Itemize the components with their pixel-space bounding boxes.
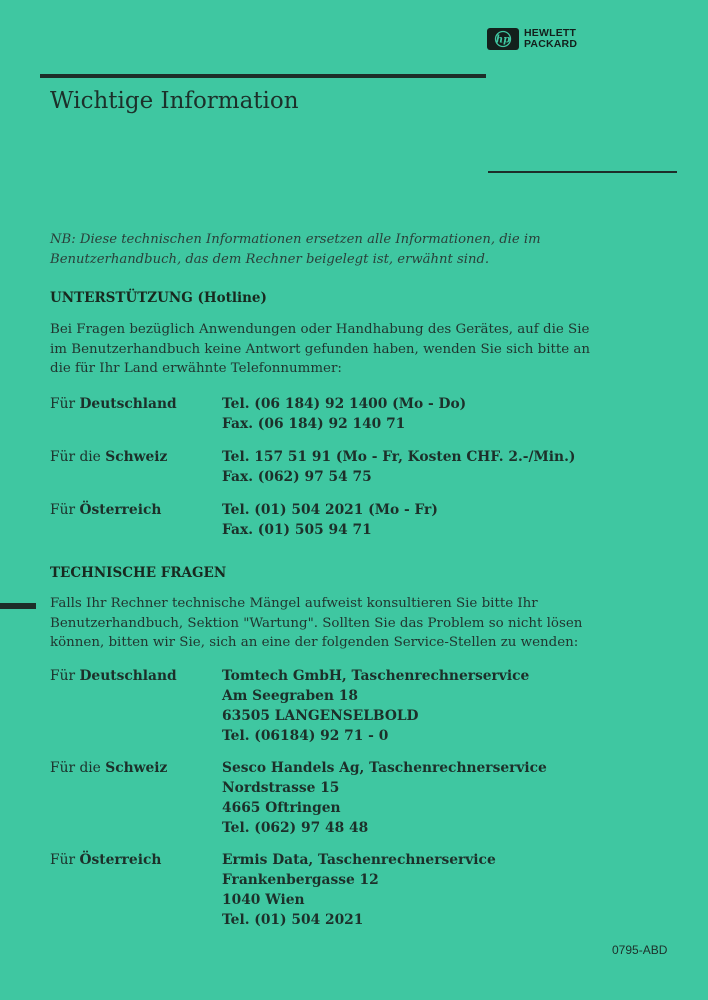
brand-name	[524, 28, 577, 50]
address-line: Sesco Handels Ag, Taschenrechnerservice	[222, 760, 547, 776]
technical-intro	[50, 594, 670, 653]
contact-details	[222, 500, 438, 540]
country-prefix: Für	[50, 396, 76, 412]
contact-line: Fax. (062) 97 54 75	[222, 469, 372, 485]
address-line: 4665 Oftringen	[222, 800, 341, 816]
contact-line: Tel. (06 184) 92 1400 (Mo - Do)	[222, 396, 467, 412]
contact-country	[50, 500, 161, 520]
country-prefix: Für die	[50, 760, 101, 776]
technical-intro-line: Falls Ihr Rechner technische Mängel aufweist konsultieren Sie bitte Ihr	[50, 596, 538, 611]
service-country	[50, 758, 167, 778]
right-rule	[488, 171, 677, 173]
hp-logo-icon	[487, 28, 519, 50]
address-line: Tel. (01) 504 2021	[222, 912, 364, 928]
margin-mark	[0, 603, 36, 609]
document-code: 0795-ABD	[612, 943, 668, 957]
country-name: Deutschland	[79, 396, 177, 412]
country-prefix: Für	[50, 502, 76, 518]
address-line: 63505 LANGENSELBOLD	[222, 708, 419, 724]
contact-details	[222, 447, 575, 487]
address-line: Am Seegraben 18	[222, 688, 358, 704]
address-line: 1040 Wien	[222, 892, 305, 908]
country-prefix: Für die	[50, 449, 101, 465]
note-line: NB: Diese technischen Informationen ersetzen alle Informationen, die im	[50, 232, 541, 247]
service-address	[222, 758, 547, 838]
country-name: Schweiz	[105, 760, 168, 776]
service-address	[222, 850, 496, 930]
technical-intro-line: können, bitten wir Sie, sich an eine der folgenden Service-Stellen zu wenden:	[50, 635, 579, 650]
technical-heading: TECHNISCHE FRAGEN	[50, 565, 227, 581]
service-address	[222, 666, 529, 746]
note	[50, 230, 650, 270]
address-line: Frankenbergasse 12	[222, 872, 379, 888]
support-intro-line: Bei Fragen bezüglich Anwendungen oder Handhabung des Gerätes, auf die Sie	[50, 322, 590, 337]
address-line: Ermis Data, Taschenrechnerservice	[222, 852, 496, 868]
country-name: Deutschland	[79, 668, 177, 684]
contact-details	[222, 394, 466, 434]
brand-line-2: PACKARD	[524, 38, 578, 50]
note-line: Benutzerhandbuch, das dem Rechner beigelegt ist, erwähnt sind.	[50, 252, 490, 267]
contact-line: Fax. (01) 505 94 71	[222, 522, 372, 538]
service-country	[50, 666, 177, 686]
technical-intro-line: Benutzerhandbuch, Sektion "Wartung". Sollten Sie das Problem so nicht lösen	[50, 615, 583, 631]
support-heading: UNTERSTÜTZUNG (Hotline)	[50, 290, 267, 306]
hp-logo-mark	[490, 30, 516, 48]
contact-line: Tel. 157 51 91 (Mo - Fr, Kosten CHF. 2.-/Min.)	[222, 449, 576, 465]
top-rule	[40, 74, 486, 78]
address-line: Tel. (06184) 92 71 - 0	[222, 728, 389, 744]
hp-logo-glyph: hp	[495, 34, 511, 46]
country-name: Schweiz	[105, 449, 168, 465]
country-prefix: Für	[50, 668, 76, 684]
hp-logo	[487, 28, 577, 50]
service-country	[50, 850, 161, 870]
contact-country	[50, 447, 167, 467]
support-intro-line: im Benutzerhandbuch keine Antwort gefunden haben, wenden Sie sich bitte an	[50, 341, 591, 357]
support-intro-line: die für Ihr Land erwähnte Telefonnummer:	[50, 361, 342, 376]
address-line: Nordstrasse 15	[222, 780, 340, 796]
country-prefix: Für	[50, 852, 76, 868]
contact-line: Fax. (06 184) 92 140 71	[222, 416, 406, 432]
support-intro	[50, 320, 670, 379]
address-line: Tomtech GmbH, Taschenrechnerservice	[222, 668, 530, 684]
contact-country	[50, 394, 177, 414]
address-line: Tel. (062) 97 48 48	[222, 820, 369, 836]
country-name: Österreich	[79, 852, 162, 868]
page-title: Wichtige Information	[50, 88, 299, 114]
brand-line-1: HEWLETT	[524, 27, 577, 39]
country-name: Österreich	[79, 502, 162, 518]
contact-line: Tel. (01) 504 2021 (Mo - Fr)	[222, 502, 438, 518]
